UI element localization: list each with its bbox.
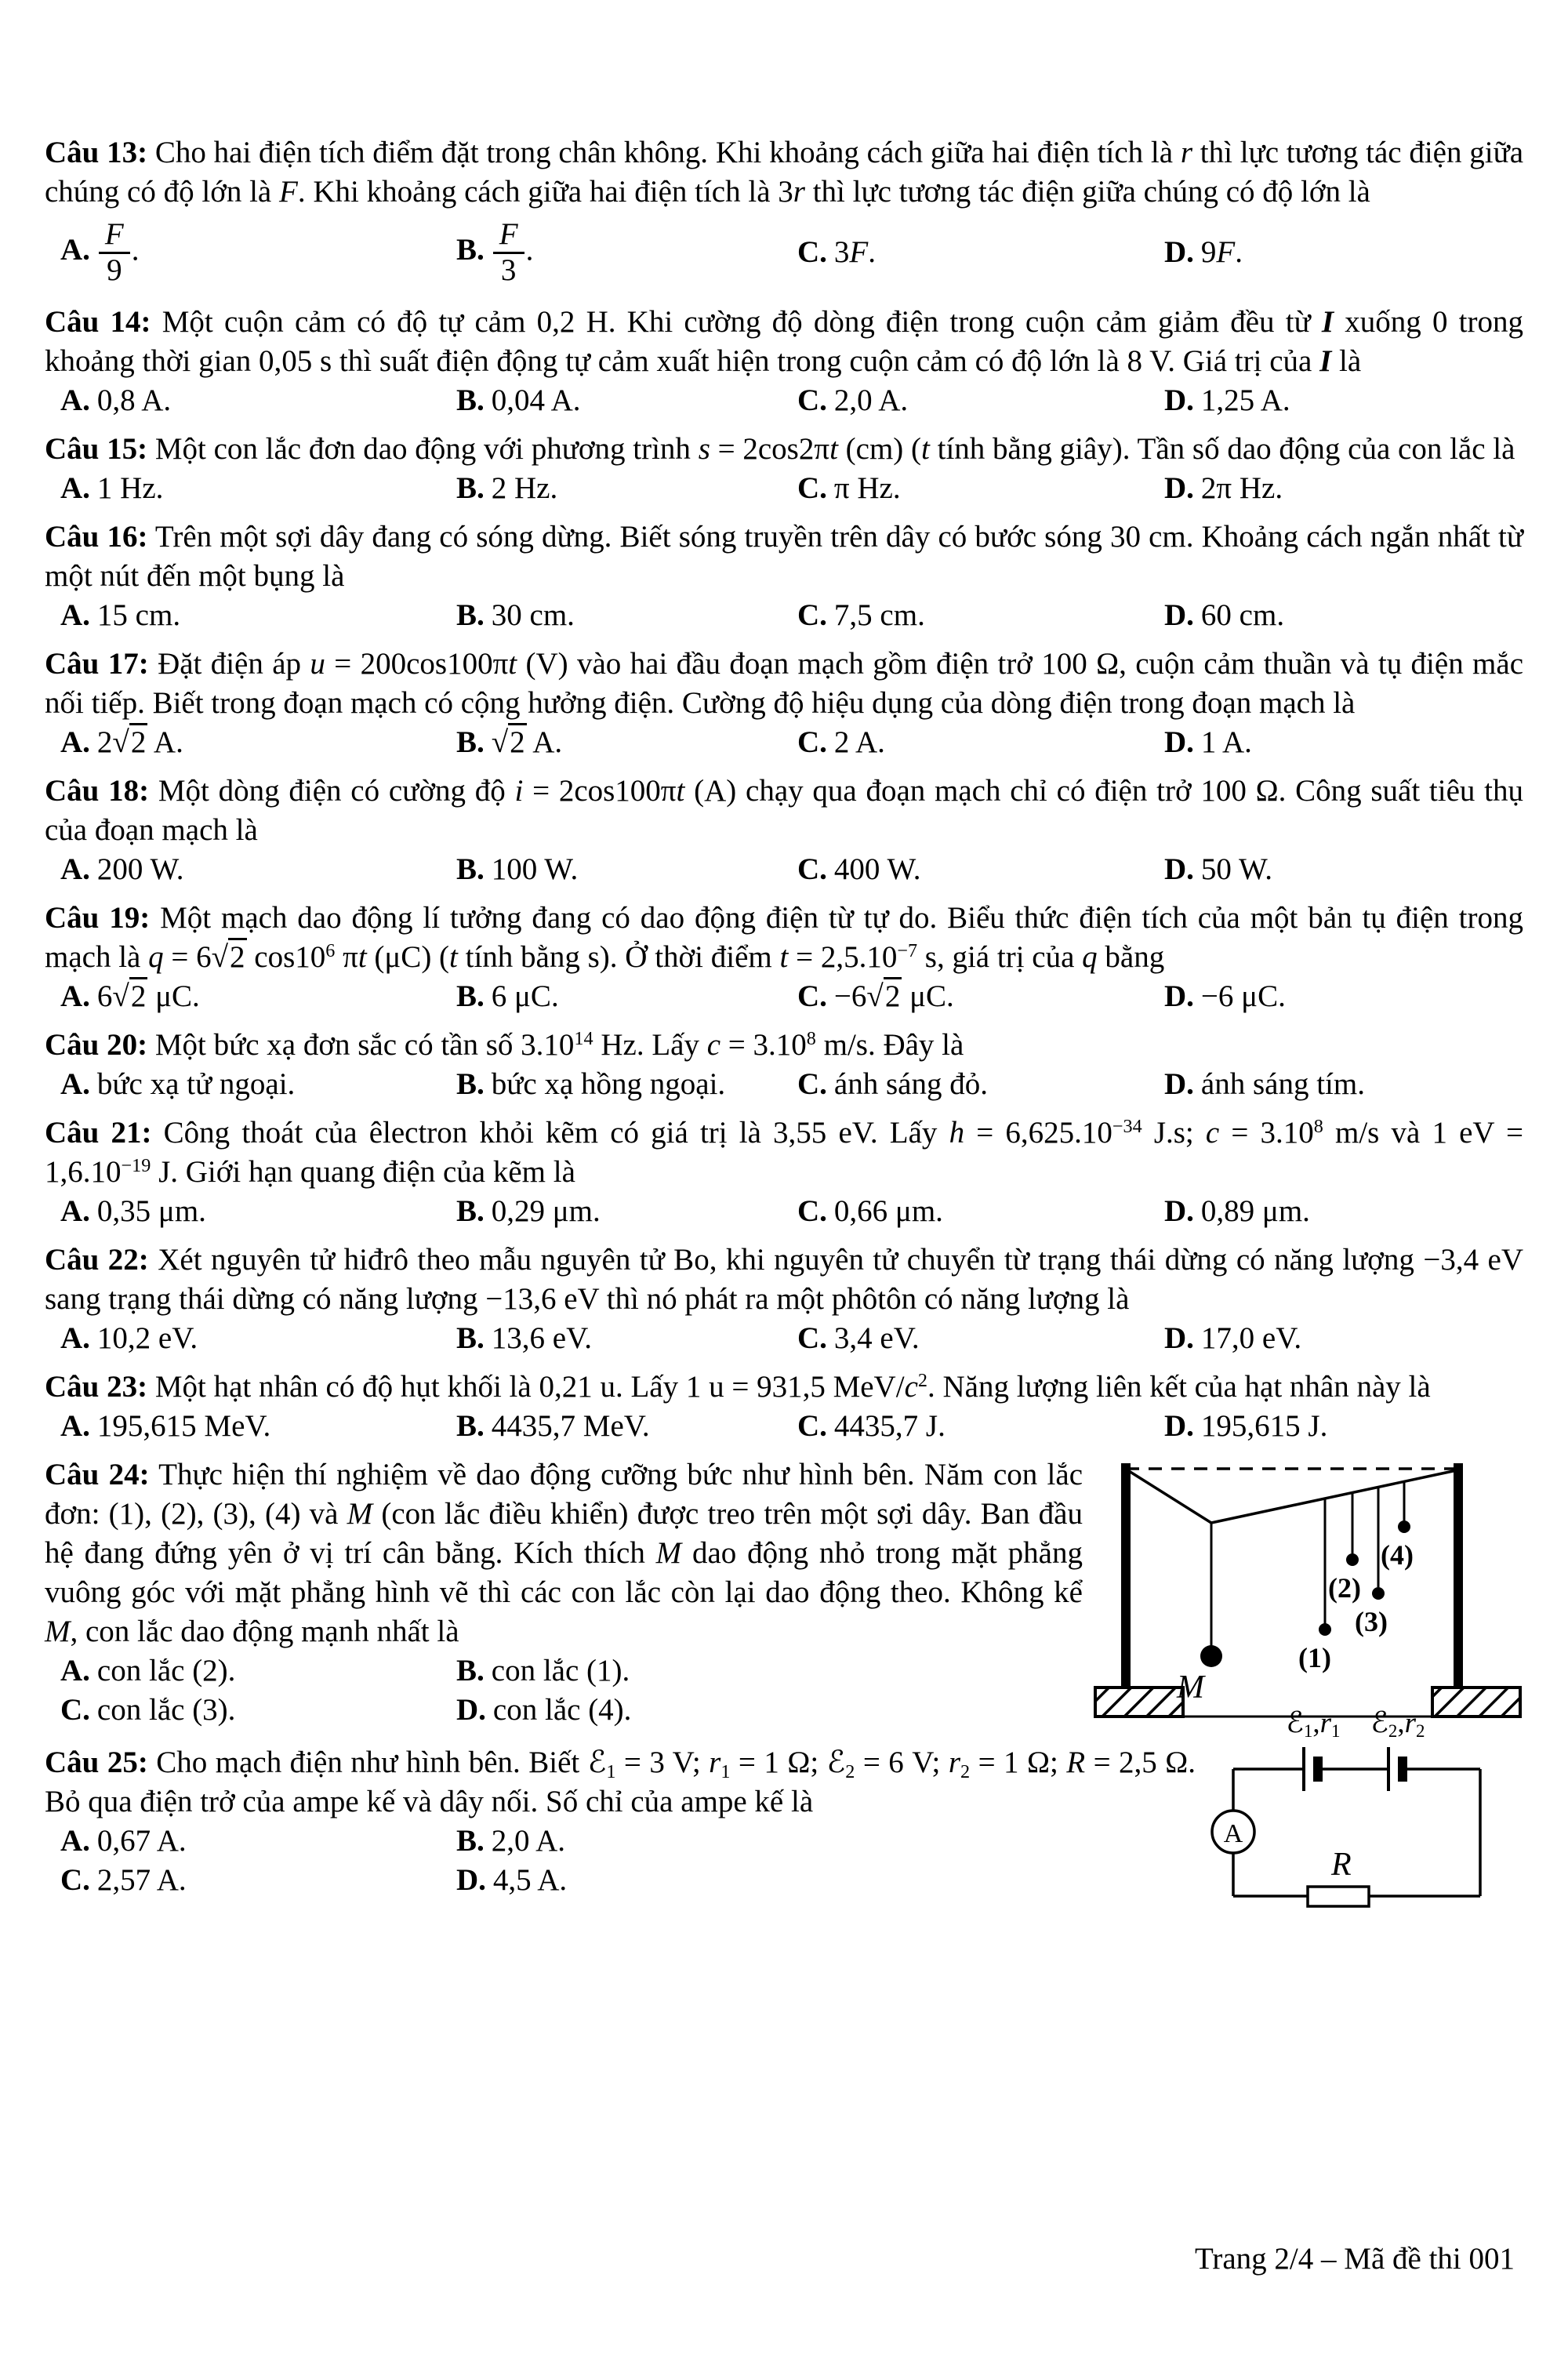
- question-17-option-d: D. 1 A.: [1164, 725, 1252, 759]
- question-23-option-a: A. 195,615 MeV.: [60, 1409, 271, 1443]
- question-18-option-b: B. 100 W.: [456, 852, 579, 886]
- question-20: [45, 1026, 1523, 1104]
- question-19: [45, 899, 1523, 1016]
- question-13-option-b: B. $\frac{F}{3}$ .: [456, 216, 534, 287]
- question-14-text: Câu 14: Một cuộn cảm có độ tự cảm 0,2 H. Khi cường độ dòng điện trong cuộn cảm giảm đều từ I xuống 0 trong khoảng thời gian 0,05 s thì suất điện động tự cảm xuất hiện trong cuộn cảm có độ lớn là 8 V. Giá trị của I là: [45, 305, 1524, 378]
- question-16: [45, 518, 1523, 635]
- question-25-option-c: C. 2,57 A.: [60, 1863, 187, 1897]
- question-22-option-b: B. 13,6 eV.: [456, 1321, 592, 1355]
- question-16-text: Câu 16: Trên một sợi dây đang có sóng dừng. Biết sóng truyền trên dây có bước sóng 30 cm. Khoảng cách ngắn nhất từ một nút đến một bụng là: [45, 520, 1524, 593]
- question-23-options: [45, 1407, 1523, 1446]
- circuit-figure: [1210, 1707, 1523, 1930]
- pendulum-experiment-figure: [1092, 1459, 1523, 1734]
- question-list: [45, 133, 1523, 1930]
- question-24-option-a: A. con lắc (2).: [60, 1654, 236, 1688]
- question-13: [45, 133, 1523, 293]
- question-14-option-d: D. 1,25 A.: [1164, 383, 1290, 417]
- question-17-option-b: B. √2 A.: [456, 723, 797, 762]
- question-23-text: Câu 23: Một hạt nhân có độ hụt khối là 0,21 u. Lấy 1 u = 931,5 MeV/$c^2$. Năng lượng liên kết của hạt nhân này là: [45, 1369, 1431, 1404]
- question-22-option-c: C. 3,4 eV.: [797, 1321, 920, 1355]
- question-20-label: Câu 20:: [45, 1028, 148, 1062]
- battery1-label: $ℰ_1,r_1$: [1286, 1707, 1341, 1742]
- question-19-option-d: D. −6 μC.: [1164, 979, 1286, 1013]
- question-21-text: Câu 21: Công thoát của êlectron khỏi kẽm có giá trị là 3,55 eV. Lấy $h = 6,625.10^{-34}$ J.s; $c = 3.10^8$ m/s và 1 eV = $1,6.10^{-19}$ J. Giới hạn quang điện của kẽm là: [45, 1115, 1524, 1189]
- question-22-option-d: D. 17,0 eV.: [1164, 1321, 1302, 1355]
- question-23-option-d: D. 195,615 J.: [1164, 1409, 1328, 1443]
- question-20-option-a: A. bức xạ tử ngoại.: [60, 1067, 296, 1101]
- question-22-text: Câu 22: Xét nguyên tử hiđrô theo mẫu nguyên tử Bo, khi nguyên tử chuyển từ trạng thái dừng có năng lượng −3,4 eV sang trạng thái dừng có năng lượng −13,6 eV thì nó phát ra một phôtôn có năng lượng là: [45, 1243, 1524, 1316]
- question-18: [45, 772, 1523, 889]
- question-25-options: [45, 1822, 1196, 1900]
- question-14-option-a: A. 0,8 A.: [60, 383, 172, 417]
- pendulum-m-label: M: [1177, 1669, 1204, 1706]
- question-21-option-d: D. 0,89 μm.: [1164, 1194, 1310, 1228]
- question-15-option-c: C. π Hz.: [797, 471, 901, 505]
- question-25-option-d: D. 4,5 A.: [456, 1863, 568, 1897]
- question-24-label: Câu 24:: [45, 1458, 150, 1491]
- pendulum-1-label: (1): [1298, 1642, 1331, 1673]
- question-18-option-d: D. 50 W.: [1164, 852, 1272, 886]
- question-17-option-c: C. 2 A.: [797, 725, 885, 759]
- question-24-text: Câu 24: Thực hiện thí nghiệm về dao động cưỡng bức như hình bên. Năm con lắc đơn: (1), (2), (3), (4) và M (con lắc điều khiển) được treo trên một sợi dây. Ban đầu hệ đang đứng yên ở vị trí cân bằng. Kích thích M dao động nhỏ trong mặt phẳng vuông góc với mặt phẳng hình vẽ thì các con lắc còn lại dao động theo. Không kể M, con lắc dao động mạnh nhất là: [45, 1458, 1083, 1648]
- question-25-option-a: A. 0,67 A.: [60, 1824, 187, 1858]
- question-19-options: [45, 977, 1523, 1016]
- question-20-options: [45, 1065, 1523, 1104]
- question-16-option-b: B. 30 cm.: [456, 598, 575, 632]
- question-21-option-c: C. 0,66 μm.: [797, 1194, 943, 1228]
- question-15-option-b: B. 2 Hz.: [456, 471, 558, 505]
- page-footer: Trang 2/4 – Mã đề thi 001: [1194, 2242, 1515, 2276]
- question-18-option-c: C. 400 W.: [797, 852, 921, 886]
- pendulum-m-bob: [1200, 1645, 1222, 1667]
- question-21: [45, 1114, 1523, 1231]
- circuit-drawing: [1210, 1712, 1523, 1920]
- question-14: [45, 303, 1523, 420]
- question-24-option-c: C. con lắc (3).: [60, 1693, 236, 1727]
- battery1-short-plate: [1313, 1757, 1323, 1782]
- question-17-options: [45, 723, 1523, 762]
- question-21-label: Câu 21:: [45, 1116, 152, 1150]
- question-22-label: Câu 22:: [45, 1243, 149, 1277]
- question-25-text: Câu 25: Cho mạch điện như hình bên. Biết ℰ$_1$ = 3 V; $r_1 = 1$ Ω; ℰ$_2$ = 6 V; $r_2 = 1$ Ω; R = 2,5 Ω. Bỏ qua điện trở của ampe kế và dây nối. Số chỉ của ampe kế là: [45, 1746, 1196, 1818]
- question-15-option-a: A. 1 Hz.: [60, 471, 164, 505]
- question-21-option-b: B. 0,29 μm.: [456, 1194, 601, 1228]
- question-19-option-a: A. 6√2 μC.: [60, 977, 456, 1016]
- question-21-options: [45, 1192, 1523, 1231]
- pendulum-2-label: (2): [1328, 1572, 1361, 1604]
- question-16-option-c: C. 7,5 cm.: [797, 598, 925, 632]
- question-24: [45, 1455, 1523, 1734]
- question-25-label: Câu 25:: [45, 1746, 148, 1779]
- question-20-text: Câu 20: Một bức xạ đơn sắc có tần số 3.10$^{14}$ Hz. Lấy $c = 3.10^8$ m/s. Đây là: [45, 1027, 964, 1062]
- left-post: [1121, 1463, 1131, 1689]
- right-post: [1454, 1463, 1463, 1689]
- question-20-option-c: C. ánh sáng đỏ.: [797, 1067, 988, 1101]
- question-19-label: Câu 19:: [45, 901, 151, 935]
- question-22-options: [45, 1319, 1523, 1358]
- question-15: [45, 430, 1523, 508]
- question-17-text: Câu 17: Đặt điện áp u = 200cos100πt (V) vào hai đầu đoạn mạch gồm điện trở 100 Ω, cuộn cảm thuần và tụ điện mắc nối tiếp. Biết trong đoạn mạch có cộng hưởng điện. Cường độ hiệu dụng của dòng điện trong đoạn mạch là: [45, 647, 1524, 720]
- question-14-option-c: C. 2,0 A.: [797, 383, 909, 417]
- question-18-option-a: A. 200 W.: [60, 852, 184, 886]
- question-25-option-b: B. 2,0 A.: [456, 1824, 566, 1858]
- question-14-label: Câu 14:: [45, 305, 151, 339]
- pendulum-3-bob: [1372, 1587, 1385, 1600]
- question-16-label: Câu 16:: [45, 520, 148, 554]
- question-15-label: Câu 15:: [45, 432, 148, 466]
- suspension-string: [1129, 1470, 1457, 1523]
- ammeter-label: A: [1223, 1819, 1243, 1848]
- question-13-option-d: D. 9F.: [1164, 235, 1243, 269]
- question-17-option-a: A. 2√2 A.: [60, 723, 456, 762]
- question-16-options: [45, 596, 1523, 635]
- question-13-option-a: A. $\frac{F}{9}$ .: [60, 216, 140, 287]
- question-16-option-a: A. 15 cm.: [60, 598, 181, 632]
- question-23-label: Câu 23:: [45, 1370, 148, 1404]
- question-13-options: [45, 212, 1523, 293]
- question-15-option-d: D. 2π Hz.: [1164, 471, 1283, 505]
- question-13-label: Câu 13:: [45, 136, 148, 169]
- question-17-label: Câu 17:: [45, 647, 149, 681]
- question-18-text: Câu 18: Một dòng điện có cường độ i = 2cos100πt (A) chạy qua đoạn mạch chỉ có điện trở 100 Ω. Công suất tiêu thụ của đoạn mạch là: [45, 774, 1523, 847]
- resistor: [1308, 1887, 1369, 1906]
- question-13-option-c: C. 3F.: [797, 235, 876, 269]
- question-13-text: Câu 13: Cho hai điện tích điểm đặt trong chân không. Khi khoảng cách giữa hai điện tích là r thì lực tương tác điện giữa chúng có độ lớn là F. Khi khoảng cách giữa hai điện tích là 3r thì lực tương tác điện giữa chúng có độ lớn là: [45, 136, 1524, 209]
- question-19-option-c: C. −6√2 μC.: [797, 977, 1164, 1016]
- pendulum-2-bob: [1346, 1553, 1359, 1566]
- question-24-option-b: B. con lắc (1).: [456, 1654, 630, 1688]
- question-15-options: [45, 469, 1523, 508]
- question-19-text: Câu 19: Một mạch dao động lí tưởng đang có dao động điện từ tự do. Biểu thức điện tích của một bản tụ điện trong mạch là q = 6√2 $\cos 10^6$ πt (μC) (t tính bằng s). Ở thời điểm $t = 2,5.10^{-7}$ s, giá trị của q bằng: [45, 901, 1523, 974]
- question-16-option-d: D. 60 cm.: [1164, 598, 1285, 632]
- pendulum-figure-drawing: [1092, 1459, 1523, 1724]
- question-17: [45, 645, 1523, 762]
- question-20-option-d: D. ánh sáng tím.: [1164, 1067, 1365, 1101]
- question-23-option-c: C. 4435,7 J.: [797, 1409, 946, 1443]
- question-14-option-b: B. 0,04 A.: [456, 383, 581, 417]
- left-base: [1095, 1688, 1183, 1717]
- question-19-option-b: B. 6 μC.: [456, 979, 559, 1013]
- pendulum-4-bob: [1398, 1520, 1410, 1533]
- question-18-label: Câu 18:: [45, 774, 150, 808]
- question-24-options: [45, 1651, 1083, 1730]
- question-22-option-a: A. 10,2 eV.: [60, 1321, 198, 1355]
- question-15-text: Câu 15: Một con lắc đơn dao động với phương trình s = 2cos2πt (cm) (t tính bằng giây). Tần số dao động của con lắc là: [45, 432, 1515, 466]
- pendulum-3-label: (3): [1355, 1606, 1388, 1637]
- pendulum-4-label: (4): [1381, 1539, 1414, 1571]
- battery2-label: $ℰ_2,r_2$: [1370, 1707, 1425, 1742]
- question-23-option-b: B. 4435,7 MeV.: [456, 1409, 650, 1443]
- battery2-short-plate: [1398, 1757, 1407, 1782]
- question-22: [45, 1241, 1523, 1358]
- resistor-label: R: [1331, 1847, 1352, 1883]
- question-14-options: [45, 381, 1523, 420]
- pendulum-1-bob: [1319, 1623, 1331, 1636]
- question-20-option-b: B. bức xạ hồng ngoại.: [456, 1067, 726, 1101]
- question-24-option-d: D. con lắc (4).: [456, 1693, 632, 1727]
- question-18-options: [45, 850, 1523, 889]
- question-21-option-a: A. 0,35 μm.: [60, 1194, 206, 1228]
- question-23: [45, 1368, 1523, 1446]
